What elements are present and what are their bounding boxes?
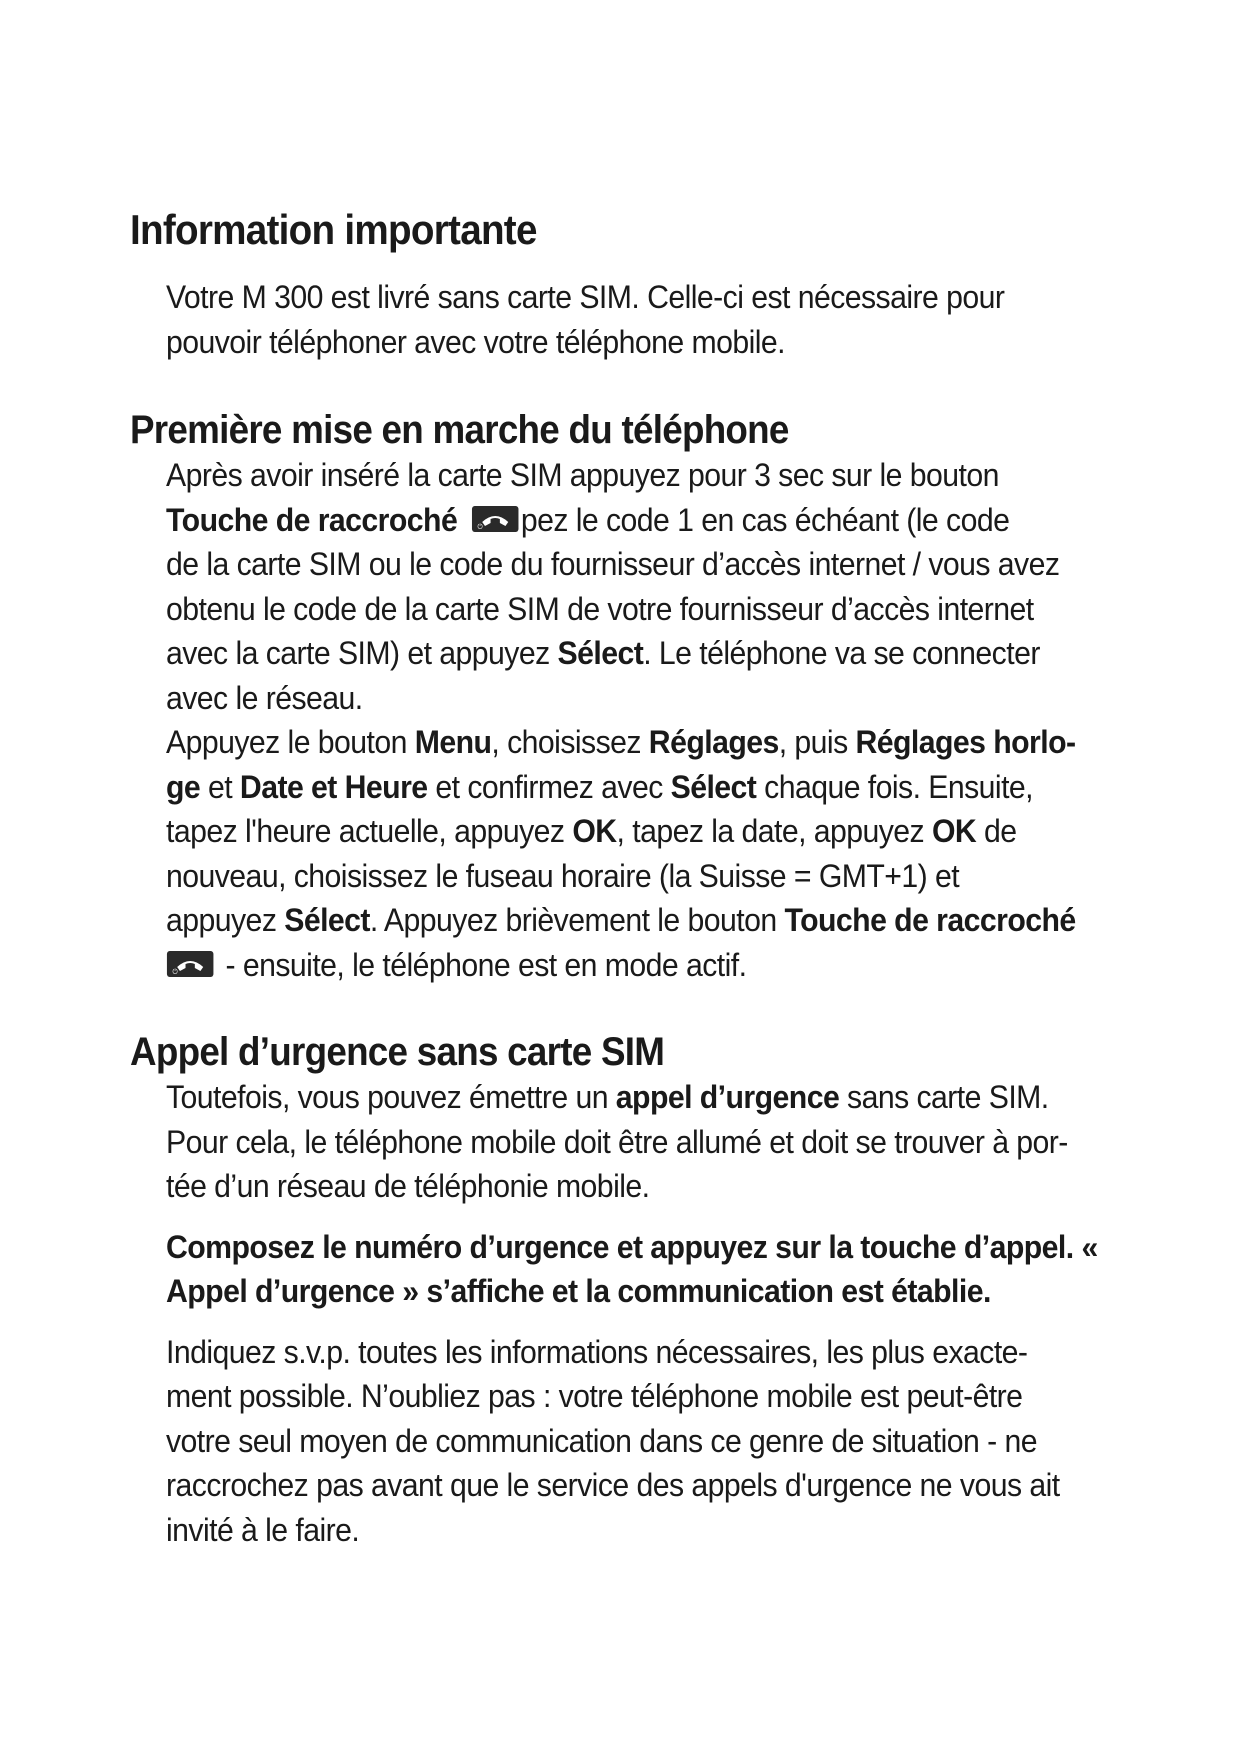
text-line: ment possible. N’oubliez pas : votre téléphone mobile est peut-être (166, 1378, 1023, 1414)
text-line (166, 898, 1076, 943)
bold-term: Sélect (670, 768, 757, 805)
text-segment: sans carte SIM. (839, 1079, 1049, 1115)
text-line: invité à le faire. (166, 1511, 360, 1548)
bold-term: Date et Heure (239, 768, 428, 805)
text-segment: et (200, 768, 240, 805)
section-first-start (130, 405, 1120, 987)
text-line (166, 720, 1076, 765)
text-segment: , choisissez (491, 724, 649, 760)
text-line: Après avoir inséré la carte SIM appuyez pour 3 sec sur le bouton (166, 457, 999, 493)
bold-term: Sélect (284, 902, 370, 938)
text-line: Votre M 300 est livré sans carte SIM. Celle-ci est nécessaire pour (166, 279, 1005, 315)
text-segment: , puis (778, 724, 856, 760)
text-segment: . Le téléphone va se connecter (643, 635, 1040, 671)
important-info-text (166, 275, 1126, 364)
bold-term: Touche de raccroché (166, 501, 458, 538)
bold-term: ge (166, 768, 201, 805)
text-segment: . Appuyez brièvement le bouton (369, 902, 785, 938)
instruction-bold-line: Appel d’urgence » s’affiche et la communication est établie. (166, 1273, 991, 1309)
text-line (166, 1075, 1059, 1120)
text-line: Pour cela, le téléphone mobile doit être allumé et doit se trouver à por- (166, 1123, 1068, 1160)
heading-first-start: Première mise en marche du téléphone (130, 408, 789, 452)
text-line (166, 943, 1059, 988)
bold-term: Réglages (648, 724, 779, 760)
text-line (166, 809, 1059, 854)
bold-term: Sélect (557, 635, 644, 671)
text-line (166, 631, 1059, 676)
text-segment: pez le code 1 en cas échéant (le code (520, 501, 1010, 538)
text-line: de la carte SIM ou le code du fournisseur d’accès internet / vous avez (166, 546, 1060, 582)
text-segment: et confirmez avec (427, 768, 671, 805)
section-emergency-call (130, 1027, 1120, 1552)
text-line: nouveau, choisissez le fuseau horaire (la Suisse = GMT+1) et (166, 857, 960, 894)
text-line: votre seul moyen de communication dans ce genre de situation - ne (166, 1422, 1038, 1459)
text-segment: chaque fois. Ensuite, (756, 768, 1034, 805)
bold-term: Menu (414, 724, 492, 760)
hang-up-phone-icon (471, 504, 519, 534)
text-segment: - ensuite, le téléphone est en mode actif. (225, 946, 747, 983)
first-start-text (166, 453, 1126, 987)
emergency-text (166, 1075, 1126, 1552)
text-segment: de (976, 813, 1017, 849)
bold-term: Réglages horlo- (855, 724, 1076, 760)
instruction-bold-line: Composez le numéro d’urgence et appuyez sur la touche d’appel. « (166, 1228, 1098, 1265)
heading-emergency-call: Appel d’urgence sans carte SIM (130, 1030, 665, 1074)
text-line (166, 765, 1059, 810)
text-segment: avec la carte SIM) et appuyez (166, 635, 558, 671)
text-segment: Appuyez le bouton (166, 724, 415, 760)
hang-up-phone-icon (166, 949, 214, 979)
svg-text:⏻: ⏻ (477, 522, 482, 531)
text-segment: appuyez (166, 902, 285, 938)
text-line: obtenu le code de la carte SIM de votre fournisseur d’accès internet (166, 590, 1034, 627)
text-line (166, 498, 1059, 543)
text-line: raccrochez pas avant que le service des appels d'urgence ne vous ait (166, 1467, 1060, 1503)
bold-term: appel d’urgence (615, 1079, 840, 1115)
section-important-info (130, 205, 1120, 364)
text-segment: Toutefois, vous pouvez émettre un (166, 1079, 616, 1115)
bold-term: OK (931, 813, 977, 849)
heading-important-info: Information importante (130, 206, 537, 253)
text-line: Indiquez s.v.p. toutes les informations nécessaires, les plus exacte- (166, 1333, 1028, 1370)
text-segment: , tapez la date, appuyez (616, 813, 932, 849)
bold-term: OK (572, 813, 617, 849)
bold-term: Touche de raccroché (784, 902, 1076, 938)
text-segment: tapez l'heure actuelle, appuyez (166, 813, 573, 849)
text-line: avec le réseau. (166, 679, 363, 716)
text-line: pouvoir téléphoner avec votre téléphone mobile. (166, 323, 786, 360)
text-line: tée d’un réseau de téléphonie mobile. (166, 1168, 650, 1204)
svg-text:⏻: ⏻ (172, 967, 178, 976)
